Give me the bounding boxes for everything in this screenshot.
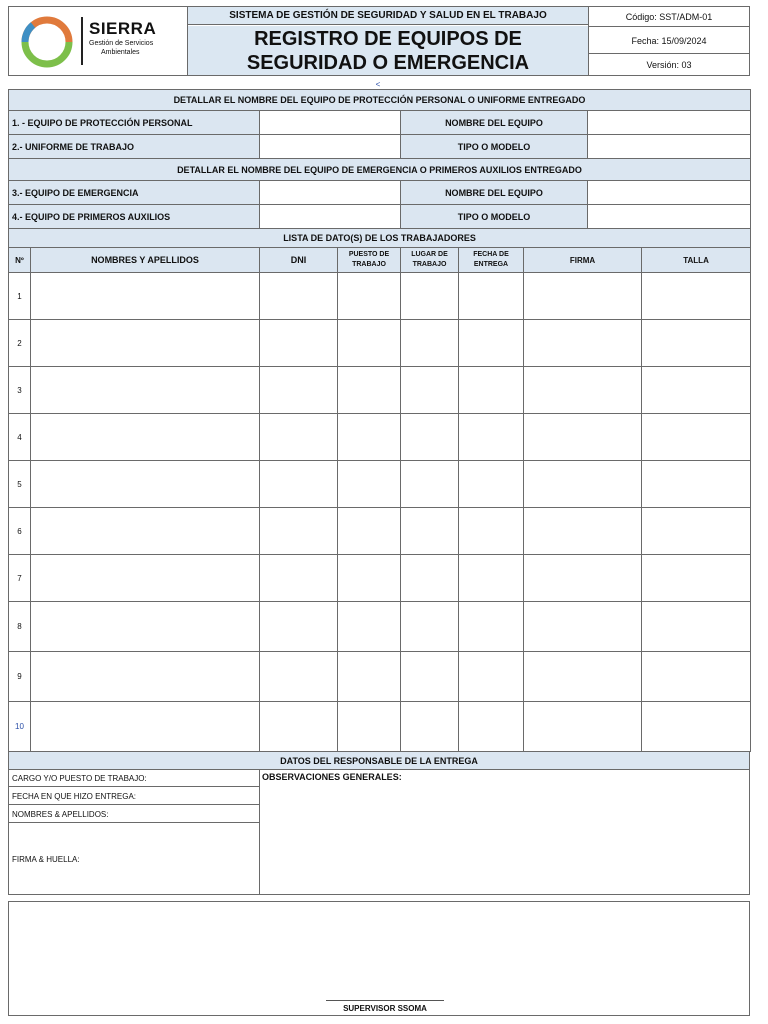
worker-name-cell[interactable]	[31, 508, 260, 555]
firma-cell[interactable]	[524, 508, 642, 555]
worker-row	[9, 555, 751, 602]
fecha-cell[interactable]	[459, 320, 524, 367]
fecha-cell[interactable]	[459, 508, 524, 555]
col-header-number: Nº	[9, 248, 31, 273]
nombres-field[interactable]: NOMBRES & APELLIDOS:	[9, 806, 259, 823]
puesto-cell[interactable]	[338, 602, 401, 652]
col-header-firma: FIRMA	[524, 248, 642, 273]
document-date: Fecha: 15/09/2024	[589, 28, 749, 54]
company-subtitle-2: Ambientales	[101, 49, 140, 56]
fecha-entrega-field[interactable]: FECHA EN QUE HIZO ENTREGA:	[9, 788, 259, 805]
lugar-cell[interactable]	[401, 508, 459, 555]
worker-row	[9, 461, 751, 508]
worker-row	[9, 702, 751, 752]
puesto-cell[interactable]	[338, 367, 401, 414]
talla-cell[interactable]	[642, 652, 751, 702]
worker-row	[9, 367, 751, 414]
document-title-line-1: REGISTRO DE EQUIPOS DE	[254, 27, 522, 50]
row-number: 2	[9, 320, 31, 367]
lugar-cell[interactable]	[401, 273, 459, 320]
row-number: 8	[9, 602, 31, 652]
col-header-names: NOMBRES Y APELLIDOS	[31, 248, 260, 273]
row-number: 9	[9, 652, 31, 702]
fecha-cell[interactable]	[459, 555, 524, 602]
cargo-field[interactable]: CARGO Y/O PUESTO DE TRABAJO:	[9, 770, 259, 787]
talla-cell[interactable]	[642, 273, 751, 320]
fecha-cell[interactable]	[459, 414, 524, 461]
lugar-cell[interactable]	[401, 367, 459, 414]
fecha-cell[interactable]	[459, 461, 524, 508]
ppe-value-cell[interactable]	[260, 111, 401, 135]
responsible-section-title: DATOS DEL RESPONSABLE DE LA ENTREGA	[8, 751, 750, 770]
talla-cell[interactable]	[642, 602, 751, 652]
system-title: SISTEMA DE GESTIÓN DE SEGURIDAD Y SALUD EN EL TRABAJO	[188, 7, 588, 25]
dni-cell[interactable]	[260, 320, 338, 367]
first-aid-type-label: TIPO O MODELO	[401, 205, 588, 229]
lugar-cell[interactable]	[401, 461, 459, 508]
talla-cell[interactable]	[642, 555, 751, 602]
talla-cell[interactable]	[642, 414, 751, 461]
worker-row	[9, 602, 751, 652]
emergency-section-title: DETALLAR EL NOMBRE DEL EQUIPO DE EMERGENCIA O PRIMEROS AUXILIOS ENTREGADO	[9, 159, 751, 181]
ppe-row-label: 1. - EQUIPO DE PROTECCIÓN PERSONAL	[9, 111, 260, 135]
puesto-cell[interactable]	[338, 555, 401, 602]
col-header-dni: DNI	[260, 248, 338, 273]
uniform-type-label: TIPO O MODELO	[401, 135, 588, 159]
dni-cell[interactable]	[260, 414, 338, 461]
emergency-value-cell[interactable]	[260, 181, 401, 205]
firma-cell[interactable]	[524, 652, 642, 702]
first-aid-type-cell[interactable]	[588, 205, 751, 229]
talla-cell[interactable]	[642, 461, 751, 508]
emergency-equipment-name-label: NOMBRE DEL EQUIPO	[401, 181, 588, 205]
first-aid-value-cell[interactable]	[260, 205, 401, 229]
worker-name-cell[interactable]	[31, 367, 260, 414]
row-number: 4	[9, 414, 31, 461]
supervisor-label: SUPERVISOR SSOMA	[343, 1003, 427, 1013]
col-header-fecha: FECHA DE ENTREGA	[459, 248, 524, 273]
company-name: SIERRA	[89, 19, 157, 38]
row-number: 10	[9, 702, 31, 752]
firma-huella-field[interactable]: FIRMA & HUELLA:	[12, 854, 80, 864]
lugar-cell[interactable]	[401, 320, 459, 367]
worker-row	[9, 414, 751, 461]
lugar-cell[interactable]	[401, 652, 459, 702]
document-title-line-2: SEGURIDAD O EMERGENCIA	[246, 51, 530, 74]
worker-name-cell[interactable]	[31, 320, 260, 367]
firma-cell[interactable]	[524, 702, 642, 752]
firma-cell[interactable]	[524, 367, 642, 414]
lugar-cell[interactable]	[401, 702, 459, 752]
company-subtitle-1: Gestión de Servicios	[89, 40, 154, 47]
talla-cell[interactable]	[642, 702, 751, 752]
col-header-puesto: PUESTO DE TRABAJO	[338, 248, 401, 273]
ppe-equipment-name-label: NOMBRE DEL EQUIPO	[401, 111, 588, 135]
worker-name-cell[interactable]	[31, 555, 260, 602]
worker-row	[9, 652, 751, 702]
worker-name-cell[interactable]	[31, 652, 260, 702]
row-number: 3	[9, 367, 31, 414]
worker-row	[9, 508, 751, 555]
puesto-cell[interactable]	[338, 702, 401, 752]
fecha-cell[interactable]	[459, 652, 524, 702]
dni-cell[interactable]	[260, 602, 338, 652]
logo-divider	[81, 17, 83, 65]
lugar-cell[interactable]	[401, 414, 459, 461]
firma-cell[interactable]	[524, 602, 642, 652]
puesto-cell[interactable]	[338, 414, 401, 461]
marker-text: <	[375, 79, 381, 89]
dni-cell[interactable]	[260, 702, 338, 752]
firma-cell[interactable]	[524, 414, 642, 461]
firma-cell[interactable]	[524, 273, 642, 320]
worker-name-cell[interactable]	[31, 602, 260, 652]
equipment-table	[8, 89, 751, 229]
company-logo-icon	[21, 16, 73, 68]
worker-name-cell[interactable]	[31, 273, 260, 320]
uniform-value-cell[interactable]	[260, 135, 401, 159]
fecha-cell[interactable]	[459, 273, 524, 320]
ppe-equipment-name-cell[interactable]	[588, 111, 751, 135]
dni-cell[interactable]	[260, 367, 338, 414]
talla-cell[interactable]	[642, 367, 751, 414]
uniform-type-cell[interactable]	[588, 135, 751, 159]
worker-name-cell[interactable]	[31, 414, 260, 461]
firma-cell[interactable]	[524, 320, 642, 367]
dni-cell[interactable]	[260, 273, 338, 320]
workers-section-title: LISTA DE DATO(S) DE LOS TRABAJADORES	[9, 229, 751, 248]
row-number: 7	[9, 555, 31, 602]
dni-cell[interactable]	[260, 555, 338, 602]
puesto-cell[interactable]	[338, 652, 401, 702]
document-version: Versión: 03	[646, 60, 692, 70]
dni-cell[interactable]	[260, 461, 338, 508]
logo-area	[9, 7, 187, 75]
document-title-box	[188, 26, 588, 75]
talla-cell[interactable]	[642, 508, 751, 555]
fecha-cell[interactable]	[459, 702, 524, 752]
col-header-lugar: LUGAR DE TRABAJO	[401, 248, 459, 273]
signature-box	[8, 901, 750, 1016]
firma-cell[interactable]	[524, 555, 642, 602]
puesto-cell[interactable]	[338, 273, 401, 320]
col-header-talla: TALLA	[642, 248, 751, 273]
row-number: 6	[9, 508, 31, 555]
fecha-cell[interactable]	[459, 367, 524, 414]
ppe-section-title: DETALLAR EL NOMBRE DEL EQUIPO DE PROTECCIÓN PERSONAL O UNIFORME ENTREGADO	[9, 90, 751, 111]
dni-cell[interactable]	[260, 652, 338, 702]
dni-cell[interactable]	[260, 508, 338, 555]
worker-row	[9, 273, 751, 320]
signature-line	[326, 1000, 444, 1001]
puesto-cell[interactable]	[338, 461, 401, 508]
fecha-cell[interactable]	[459, 602, 524, 652]
document-code: Código: SST/ADM-01	[589, 7, 749, 27]
row-number: 1	[9, 273, 31, 320]
firma-cell[interactable]	[524, 461, 642, 508]
uniform-row-label: 2.- UNIFORME DE TRABAJO	[9, 135, 260, 159]
worker-name-cell[interactable]	[31, 461, 260, 508]
lugar-cell[interactable]	[401, 555, 459, 602]
workers-table	[8, 228, 751, 752]
observaciones-field[interactable]: OBSERVACIONES GENERALES:	[262, 772, 402, 782]
worker-row	[9, 320, 751, 367]
first-aid-row-label: 4.- EQUIPO DE PRIMEROS AUXILIOS	[9, 205, 260, 229]
puesto-cell[interactable]	[338, 508, 401, 555]
talla-cell[interactable]	[642, 320, 751, 367]
emergency-equipment-name-cell[interactable]	[588, 181, 751, 205]
lugar-cell[interactable]	[401, 602, 459, 652]
worker-name-cell[interactable]	[31, 702, 260, 752]
emergency-row-label: 3.- EQUIPO DE EMERGENCIA	[9, 181, 260, 205]
row-number: 5	[9, 461, 31, 508]
puesto-cell[interactable]	[338, 320, 401, 367]
